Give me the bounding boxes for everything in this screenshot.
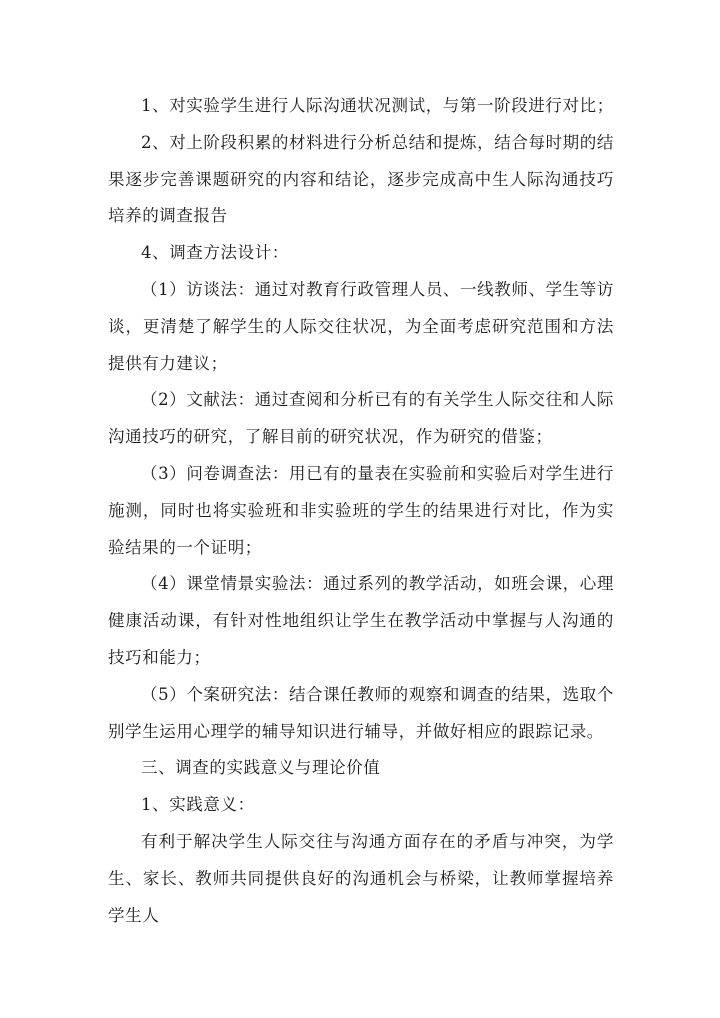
heading-survey-method-design: 4、调查方法设计： (141, 243, 289, 263)
paragraph-questionnaire-method: （3）问卷调查法：用已有的量表在实验前和实验后对学生进行施测，同时也将实验班和非实验班的学生的结果进行对比，作为实验结果的一个证明； (108, 463, 614, 557)
paragraph-step-2: 2、对上阶段积累的材料进行分析总结和提炼，结合每时期的结果逐步完善课题研究的内容和结论，逐步完成高中生人际沟通技巧培养的调查报告 (108, 132, 614, 226)
paragraph-literature-method: （2）文献法：通过查阅和分析已有的有关学生人际交往和人际沟通技巧的研究，了解目前的研究状况，作为研究的借鉴； (108, 390, 614, 447)
paragraph-practical-significance: 有利于解决学生人际交往与沟通方面存在的矛盾与冲突，为学生、家长、教师共同提供良好的沟通机会与桥梁，让教师掌握培养学生人 (108, 831, 614, 925)
heading-section-three: 三、调查的实践意义与理论价值 (141, 758, 381, 778)
document-body (108, 88, 614, 934)
paragraph-interview-method: （1）访谈法：通过对教育行政管理人员、一线教师、学生等访谈，更清楚了解学生的人际交往状况，为全面考虑研究范围和方法提供有力建议； (108, 279, 614, 373)
heading-practical-significance: 1、实践意义： (141, 795, 255, 815)
paragraph-classroom-experiment-method: （4）课堂情景实验法：通过系列的教学活动，如班会课，心理健康活动课，有针对性地组织让学生在教学活动中掌握与人沟通的技巧和能力； (108, 574, 614, 667)
paragraph-case-study-method: （5）个案研究法：结合课任教师的观察和调查的结果，选取个别学生运用心理学的辅导知识进行辅导，并做好相应的跟踪记录。 (108, 684, 614, 741)
paragraph-step-1: 1、对实验学生进行人际沟通状况测试，与第一阶段进行对比； (141, 96, 614, 115)
